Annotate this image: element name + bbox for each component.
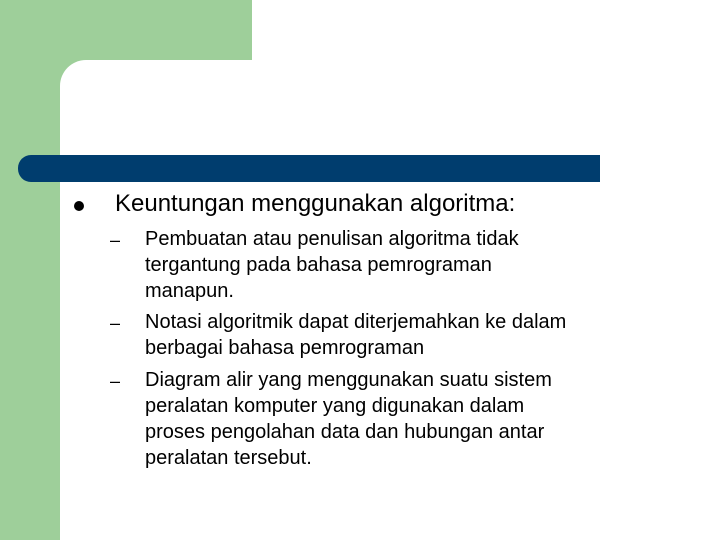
list-item-line: Notasi algoritmik dapat diterjemahkan ke dalam [145,311,567,333]
list-item [145,367,665,471]
slide-heading: Keuntungan menggunakan algoritma: [115,190,516,217]
bullet-dot-icon [74,201,84,211]
list-item-line: Pembuatan atau penulisan algoritma tidak [145,228,519,250]
dash-marker: – [110,371,121,391]
list-item [145,226,665,304]
list-item-line: peralatan tersebut. [145,447,312,469]
list-item [145,309,665,361]
list-item-line: berbagai bahasa pemrograman [145,337,425,359]
list-item-line: tergantung pada bahasa pemrograman [145,254,492,276]
dash-marker: – [110,313,121,333]
list-item-line: manapun. [145,280,234,302]
list-item-line: Diagram alir yang menggunakan suatu sistem [145,369,552,391]
dash-marker: – [110,230,121,250]
list-item-line: peralatan komputer yang digunakan dalam [145,395,525,417]
list-item-line: proses pengolahan data dan hubungan antar [145,421,545,443]
